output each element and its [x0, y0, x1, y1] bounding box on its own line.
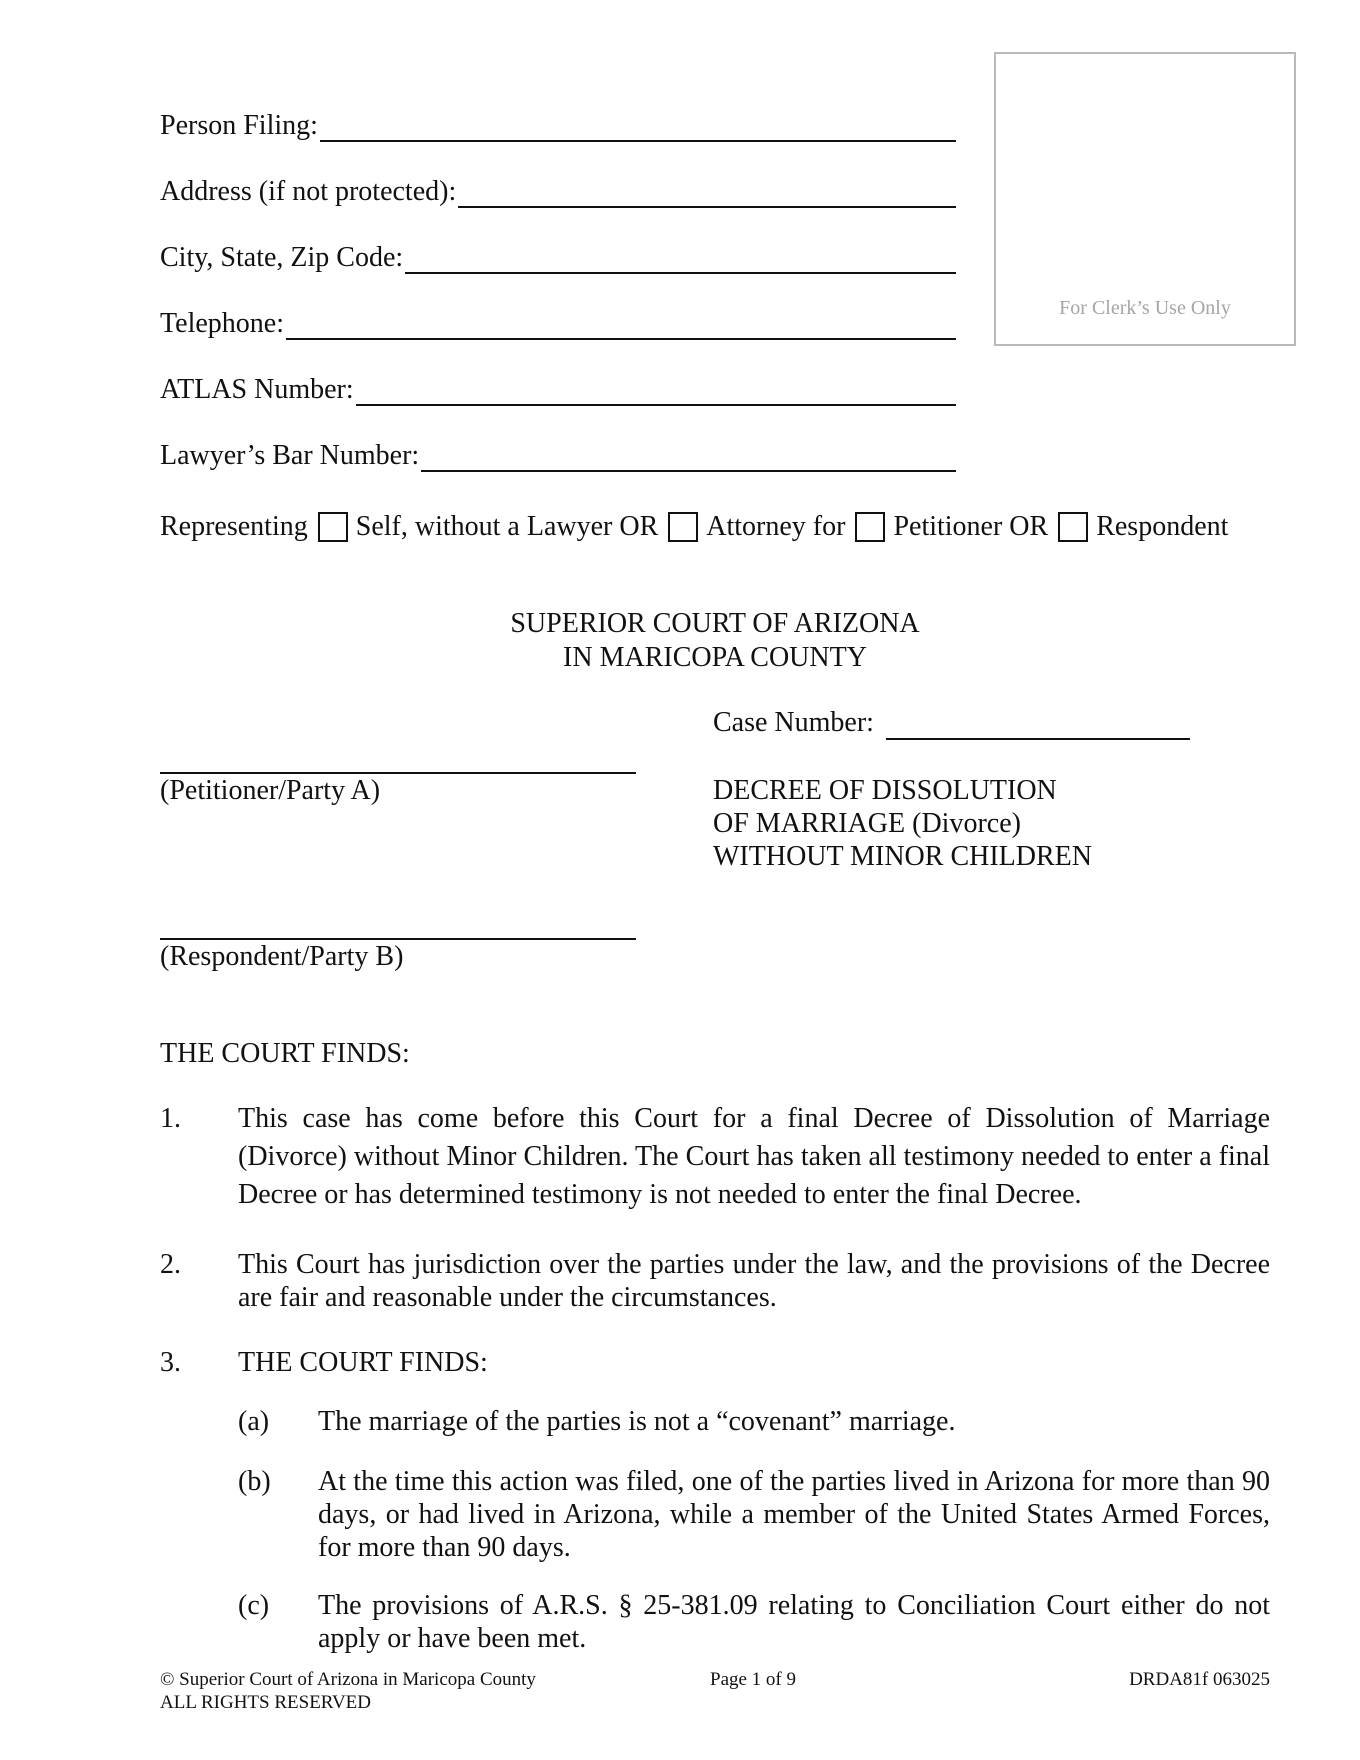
person-filing-field[interactable] — [160, 110, 956, 142]
petitioner-name-line[interactable] — [160, 740, 636, 774]
telephone-field[interactable] — [160, 308, 956, 340]
finding-item-2 — [160, 1248, 1270, 1318]
footer-page-number: Page 1 of 9 — [710, 1669, 797, 1690]
petitioner-option-label: Petitioner OR — [893, 511, 1049, 542]
footer-form-code: DRDA81f 063025 — [1129, 1669, 1270, 1690]
field-line[interactable] — [458, 180, 956, 208]
field-line[interactable] — [356, 378, 956, 406]
petitioner-label: (Petitioner/Party A) — [160, 775, 381, 806]
item-number: 1. — [160, 1103, 181, 1134]
case-number-line[interactable] — [886, 706, 1190, 740]
subitem-letter: (c) — [238, 1590, 270, 1621]
self-option-label: Self, without a Lawyer OR — [355, 511, 659, 542]
field-label: Address (if not protected): — [160, 176, 457, 207]
subitem-text: The marriage of the parties is not a “covenant” marriage. — [318, 1406, 956, 1437]
footer-copyright: © Superior Court of Arizona in Maricopa County — [160, 1669, 536, 1690]
bar-number-field[interactable] — [160, 440, 956, 472]
item-number: 3. — [160, 1347, 181, 1378]
footer-rights: ALL RIGHTS RESERVED — [160, 1692, 371, 1713]
clerk-use-box — [994, 52, 1296, 346]
court-name: SUPERIOR COURT OF ARIZONA — [510, 608, 920, 639]
subitem-letter: (a) — [238, 1406, 270, 1437]
finding-item-1 — [160, 1100, 1270, 1220]
field-line[interactable] — [320, 114, 956, 142]
field-label: Telephone: — [160, 308, 284, 339]
document-title-line-2: OF MARRIAGE (Divorce) — [713, 808, 1021, 839]
field-line[interactable] — [421, 444, 956, 472]
item-text: THE COURT FINDS: — [238, 1347, 488, 1378]
subitem-text: At the time this action was filed, one of the parties lived in Arizona for more than 90 days, or had lived in Arizona, while a member of the United States Armed Forces, for more than 90 days. — [318, 1466, 1270, 1563]
attorney-checkbox[interactable] — [668, 512, 698, 542]
finding-subitem-b — [238, 1465, 1270, 1565]
case-number-label: Case Number: — [713, 707, 874, 738]
subitem-letter: (b) — [238, 1466, 271, 1497]
representing-row — [160, 510, 1228, 544]
finding-subitem-c — [238, 1589, 1270, 1657]
respondent-option-label: Respondent — [1096, 511, 1229, 542]
item-number: 2. — [160, 1249, 181, 1280]
document-title-line-1: DECREE OF DISSOLUTION — [713, 775, 1057, 806]
field-label: Lawyer’s Bar Number: — [160, 440, 420, 471]
item-text: This Court has jurisdiction over the parties under the law, and the provisions of the Decree are fair and reasonable under the circumstances. — [238, 1249, 1270, 1313]
city-state-zip-field[interactable] — [160, 242, 956, 274]
field-label: City, State, Zip Code: — [160, 242, 404, 273]
respondent-name-line[interactable] — [160, 906, 636, 940]
finding-subitem-a — [238, 1405, 1270, 1441]
document-title-line-3: WITHOUT MINOR CHILDREN — [713, 841, 1092, 872]
field-label: ATLAS Number: — [160, 374, 354, 405]
clerk-use-label: For Clerk’s Use Only — [1059, 297, 1231, 319]
representing-label: Representing — [160, 511, 308, 542]
atlas-number-field[interactable] — [160, 374, 956, 406]
field-label: Person Filing: — [160, 110, 318, 141]
attorney-option-label: Attorney for — [706, 511, 846, 542]
item-text: This case has come before this Court for a final Decree of Dissolution of Marriage (Divorce) without Minor Children. The Court has taken all testimony needed to enter a final Decree or has determined testimony is not needed to enter the final Decree. — [238, 1103, 1270, 1210]
field-line[interactable] — [405, 246, 956, 274]
court-county: IN MARICOPA COUNTY — [563, 642, 867, 673]
petitioner-checkbox[interactable] — [855, 512, 885, 542]
section-heading: THE COURT FINDS: — [160, 1038, 410, 1069]
self-checkbox[interactable] — [318, 512, 348, 542]
respondent-checkbox[interactable] — [1058, 512, 1088, 542]
respondent-label: (Respondent/Party B) — [160, 941, 404, 972]
field-line[interactable] — [286, 312, 956, 340]
address-field[interactable] — [160, 176, 956, 208]
subitem-text: The provisions of A.R.S. § 25-381.09 relating to Conciliation Court either do not apply or have been met. — [318, 1590, 1270, 1654]
finding-item-3 — [160, 1346, 1270, 1382]
